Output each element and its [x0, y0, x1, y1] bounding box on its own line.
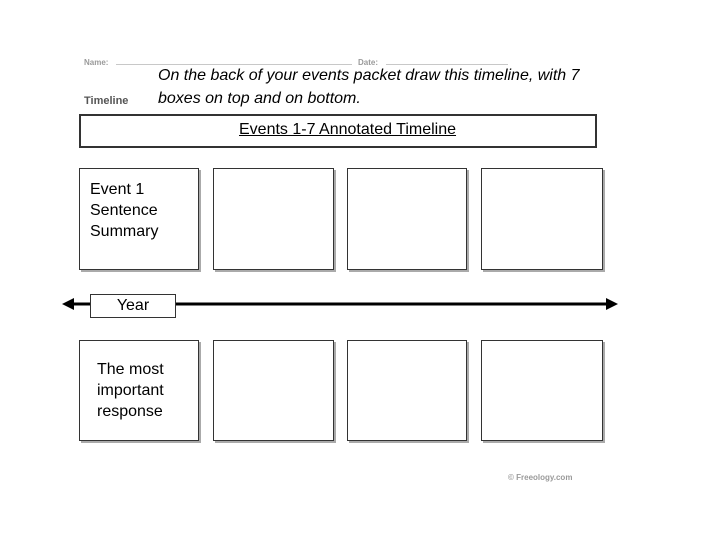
name-label: Name:: [84, 58, 109, 67]
instruction-line-1: On the back of your events packet draw this timeline, with 7: [158, 67, 580, 84]
date-label: Date:: [358, 58, 379, 67]
instruction-text: [158, 64, 698, 110]
top-box-1-line-3: Summary: [90, 223, 159, 240]
bottom-box-2: [213, 340, 334, 441]
timeline-heading: Timeline: [84, 95, 129, 107]
top-box-2: [213, 168, 334, 270]
topic-box: [79, 114, 597, 148]
bottom-box-4: [481, 340, 603, 441]
instruction-line-2: boxes on top and on bottom.: [158, 90, 361, 107]
bottom-box-3: [347, 340, 467, 441]
top-box-3: [347, 168, 467, 270]
bottom-box-1-line-2: important: [97, 382, 164, 399]
topic-title: Events 1-7 Annotated Timeline: [239, 121, 457, 138]
top-box-1-line-1: Event 1: [90, 181, 145, 198]
top-box-1: [79, 168, 199, 270]
top-box-1-line-2: Sentence: [90, 202, 158, 219]
bottom-box-1-line-3: response: [97, 403, 163, 420]
bottom-box-1-line-1: The most: [97, 361, 164, 378]
bottom-box-1: [79, 340, 199, 441]
freeology-logo: © Freeology.com: [508, 473, 573, 482]
year-box: Year: [90, 294, 176, 318]
top-box-4: [481, 168, 603, 270]
